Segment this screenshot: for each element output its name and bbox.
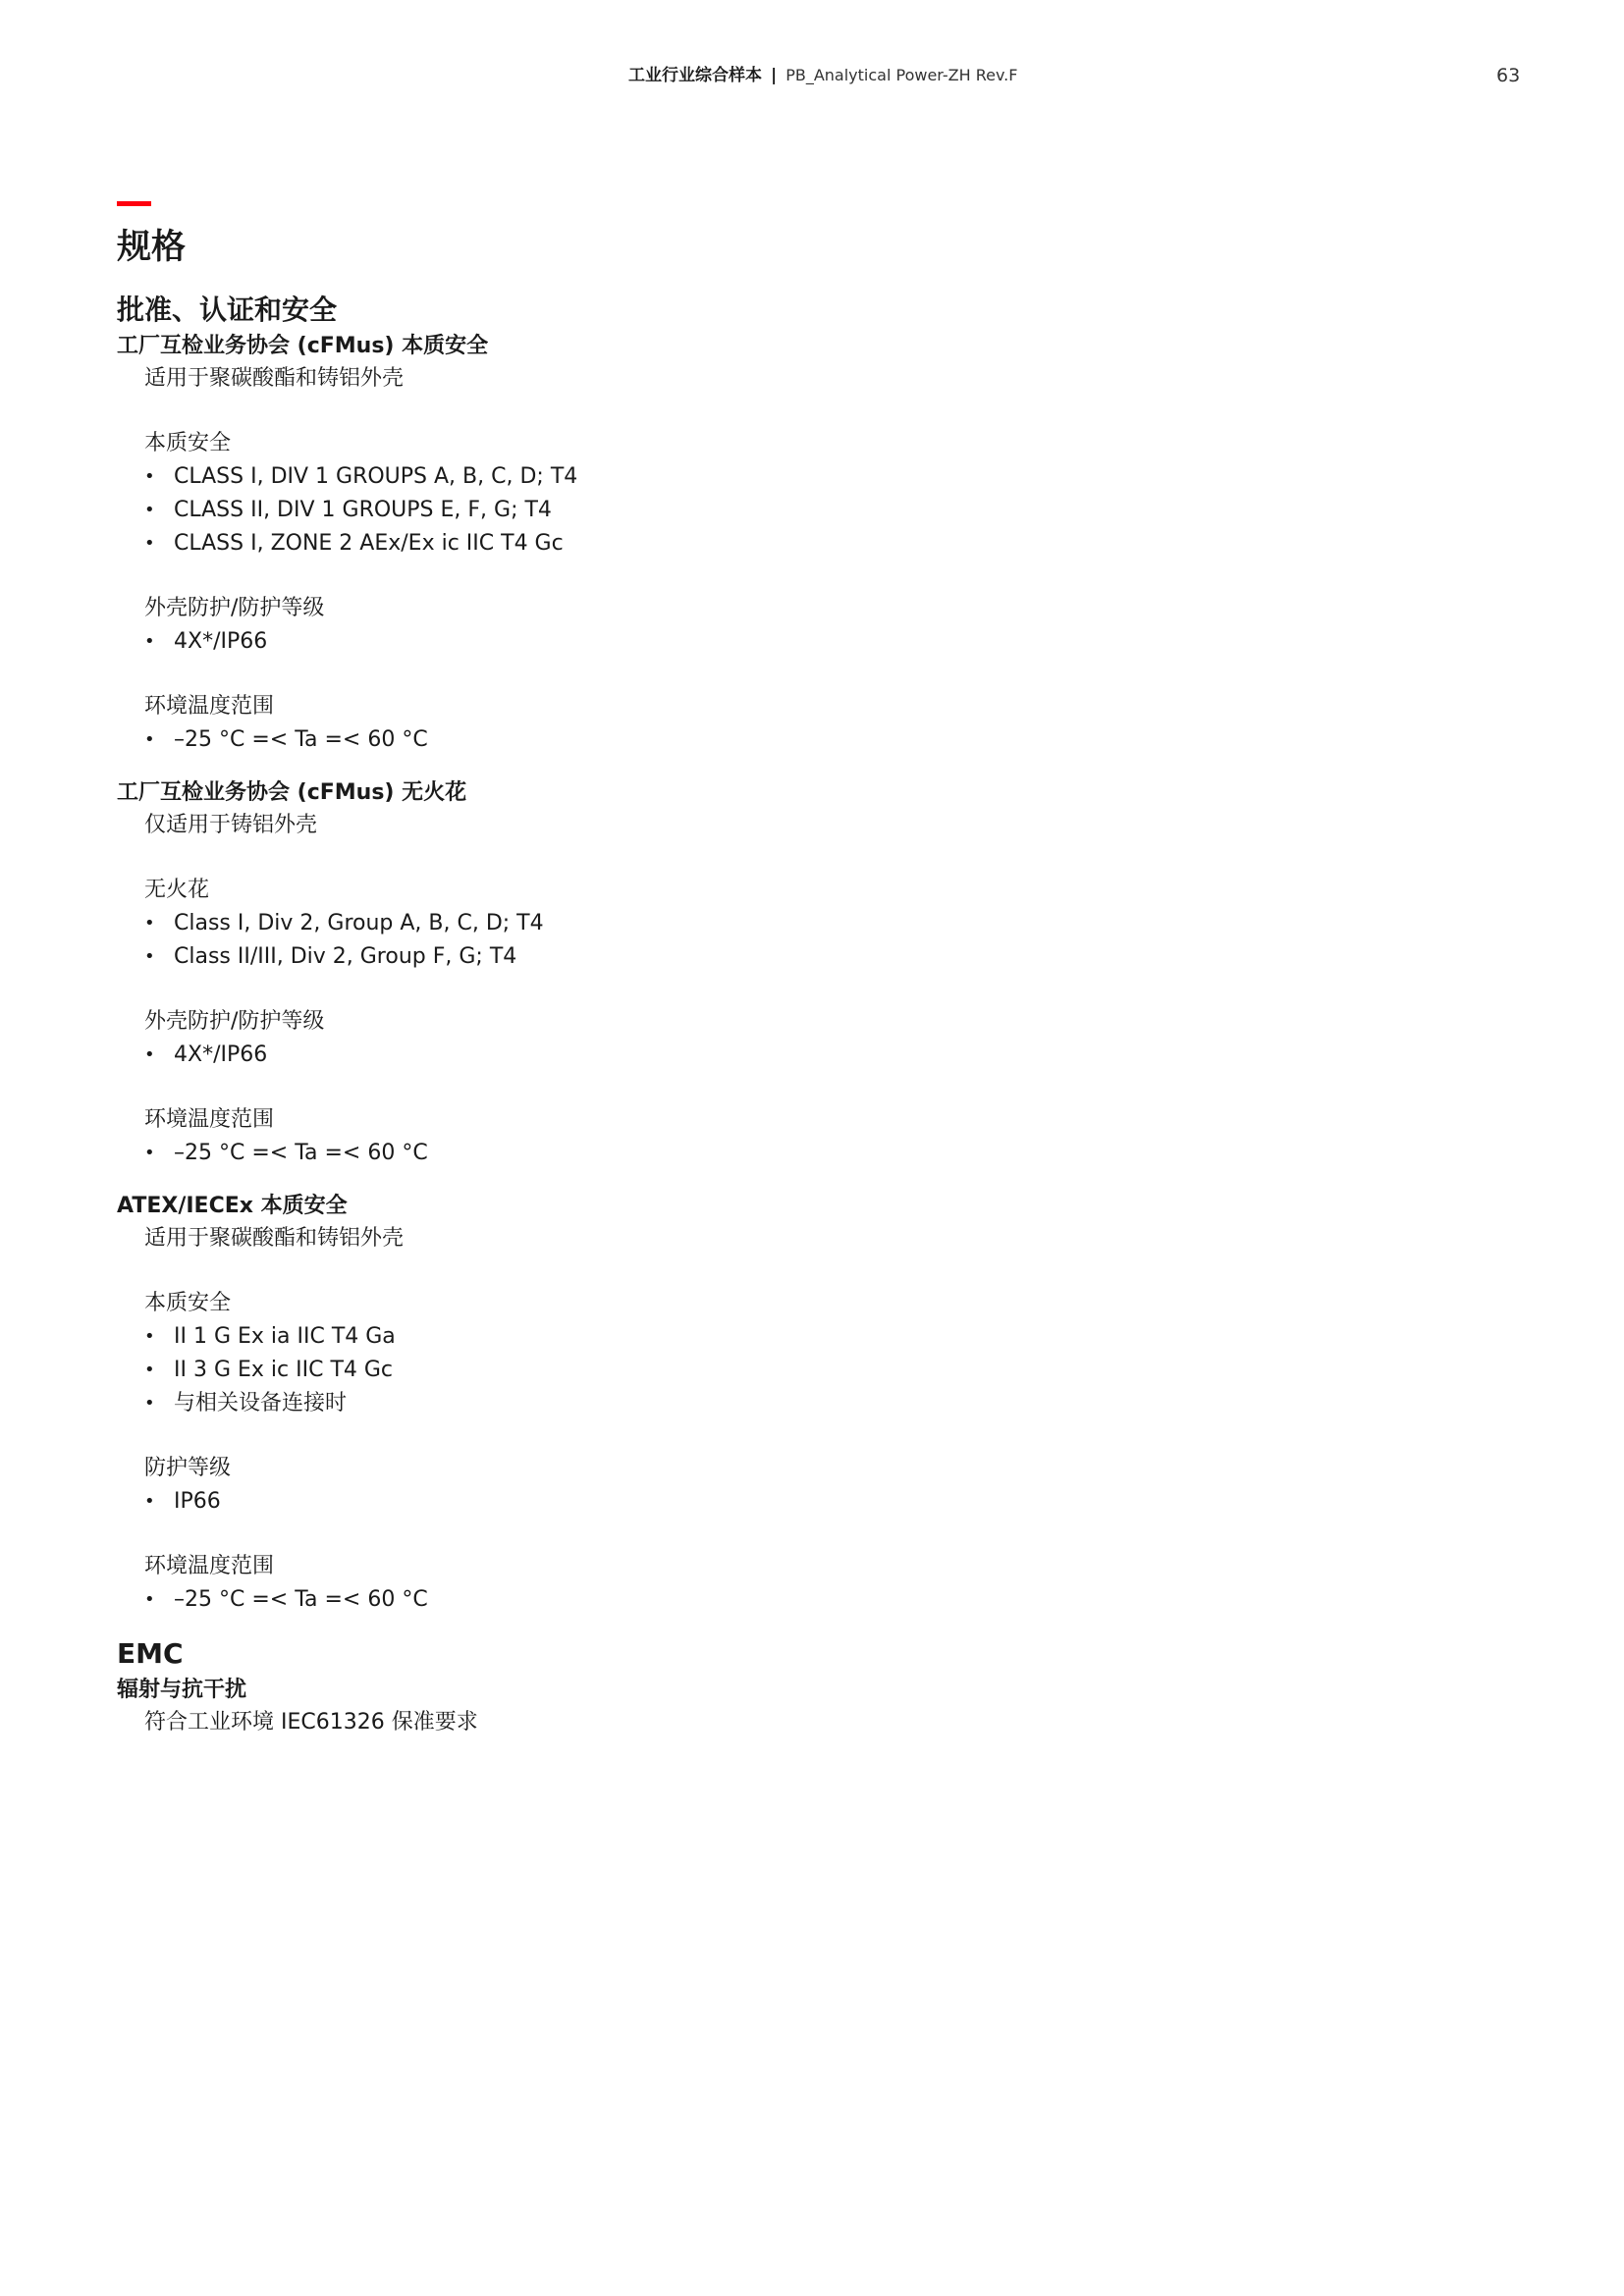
- certification-block: [117, 776, 1393, 1170]
- spec-group: [117, 592, 1393, 659]
- spec-item-text: Class II/III, Div 2, Group F, G; T4: [174, 944, 517, 969]
- spec-group-label: 外壳防护/防护等级: [144, 596, 325, 620]
- spec-list-item: [144, 1320, 1393, 1354]
- spec-list-item: [144, 1485, 1393, 1519]
- spec-item-text: IP66: [174, 1489, 221, 1514]
- subsection-heading: ATEX/IECEx 本质安全: [117, 1194, 348, 1218]
- spec-group: [117, 1452, 1393, 1519]
- spec-list: [117, 1485, 1393, 1519]
- spec-list-item: [144, 460, 1393, 494]
- document-code: PB_Analytical Power-ZH Rev.F: [785, 66, 1018, 84]
- spec-group-label: 本质安全: [144, 1291, 232, 1315]
- bullet-icon: •: [144, 631, 155, 652]
- section-heading: EMC: [117, 1637, 184, 1670]
- spec-item-text: –25 °C =< Ta =< 60 °C: [174, 1587, 428, 1612]
- page-title: 规格: [117, 228, 187, 267]
- spec-list-item: [144, 527, 1393, 561]
- spec-group-label: 环境温度范围: [144, 694, 275, 719]
- spec-group: [117, 1005, 1393, 1072]
- spec-item-text: –25 °C =< Ta =< 60 °C: [174, 727, 428, 752]
- specification-sections: [117, 291, 1393, 1739]
- spec-list-item: [144, 1583, 1393, 1617]
- spec-group-label: 本质安全: [144, 431, 232, 455]
- page-number: 63: [1496, 65, 1521, 86]
- spec-item-text: CLASS II, DIV 1 GROUPS E, F, G; T4: [174, 498, 552, 522]
- spec-item-text: 4X*/IP66: [174, 629, 268, 654]
- subsection-heading: 工厂互检业务协会 (cFMus) 本质安全: [117, 334, 489, 358]
- spec-list-item: [144, 1039, 1393, 1072]
- bullet-icon: •: [144, 913, 155, 934]
- spec-list-item: [144, 1387, 1393, 1420]
- document-title: [628, 61, 1017, 90]
- catalog-title: 工业行业综合样本: [628, 66, 762, 85]
- spec-item-text: II 1 G Ex ia IIC T4 Ga: [174, 1324, 396, 1349]
- spec-list: [117, 1320, 1393, 1420]
- spec-list-item: [144, 625, 1393, 659]
- spec-list-item: [144, 1137, 1393, 1170]
- applicability-note: 适用于聚碳酸酯和铸铝外壳: [144, 1226, 405, 1251]
- spec-list-item: [144, 1354, 1393, 1387]
- spec-list: [117, 1583, 1393, 1617]
- bullet-icon: •: [144, 1491, 155, 1512]
- spec-group: [117, 1103, 1393, 1170]
- spec-list-item: [144, 907, 1393, 940]
- bullet-icon: •: [144, 533, 155, 554]
- bullet-icon: •: [144, 729, 155, 750]
- section-heading: 批准、认证和安全: [117, 294, 338, 326]
- spec-list: [117, 460, 1393, 561]
- bullet-icon: •: [144, 1360, 155, 1380]
- spec-item-text: 与相关设备连接时: [174, 1391, 348, 1415]
- spec-group-label: 环境温度范围: [144, 1107, 275, 1132]
- spec-item-text: 4X*/IP66: [174, 1042, 268, 1067]
- bullet-icon: •: [144, 946, 155, 967]
- bullet-icon: •: [144, 1044, 155, 1065]
- spec-group: [117, 427, 1393, 561]
- subsection-heading: 辐射与抗干扰: [117, 1678, 247, 1702]
- spec-group-label: 无火花: [144, 878, 210, 902]
- spec-list: [117, 723, 1393, 757]
- spec-item-text: Class I, Div 2, Group A, B, C, D; T4: [174, 911, 544, 935]
- certification-block: [117, 1190, 1393, 1617]
- certification-block: [117, 1674, 1393, 1739]
- page-header: [0, 61, 1624, 90]
- spec-list-item: [144, 494, 1393, 527]
- title-accent-bar: [117, 201, 151, 206]
- subsection-heading: 工厂互检业务协会 (cFMus) 无火花: [117, 780, 467, 805]
- bullet-icon: •: [144, 500, 155, 520]
- applicability-note: 仅适用于铸铝外壳: [144, 813, 318, 837]
- header-separator: |: [771, 66, 778, 85]
- spec-list: [117, 1039, 1393, 1072]
- spec-group-label: 防护等级: [144, 1456, 232, 1480]
- spec-item-text: –25 °C =< Ta =< 60 °C: [174, 1141, 428, 1165]
- certification-block: [117, 330, 1393, 757]
- bullet-icon: •: [144, 1143, 155, 1163]
- spec-item-text: II 3 G Ex ic IIC T4 Gc: [174, 1358, 394, 1382]
- spec-group: [117, 690, 1393, 757]
- bullet-icon: •: [144, 466, 155, 487]
- spec-group: [117, 1550, 1393, 1617]
- spec-item-text: CLASS I, DIV 1 GROUPS A, B, C, D; T4: [174, 464, 578, 489]
- bullet-icon: •: [144, 1393, 155, 1414]
- spec-group: [117, 1287, 1393, 1420]
- spec-item-text: CLASS I, ZONE 2 AEx/Ex ic IIC T4 Gc: [174, 531, 564, 556]
- bullet-icon: •: [144, 1326, 155, 1347]
- spec-list-item: [144, 723, 1393, 757]
- bullet-icon: •: [144, 1589, 155, 1610]
- spec-list: [117, 1137, 1393, 1170]
- page-content: [117, 201, 1393, 1739]
- spec-list: [117, 907, 1393, 974]
- spec-list: [117, 625, 1393, 659]
- spec-group: [117, 874, 1393, 974]
- applicability-note: 符合工业环境 IEC61326 保准要求: [144, 1710, 478, 1735]
- applicability-note: 适用于聚碳酸酯和铸铝外壳: [144, 366, 405, 391]
- spec-group-label: 外壳防护/防护等级: [144, 1009, 325, 1034]
- spec-group-label: 环境温度范围: [144, 1554, 275, 1578]
- spec-list-item: [144, 940, 1393, 974]
